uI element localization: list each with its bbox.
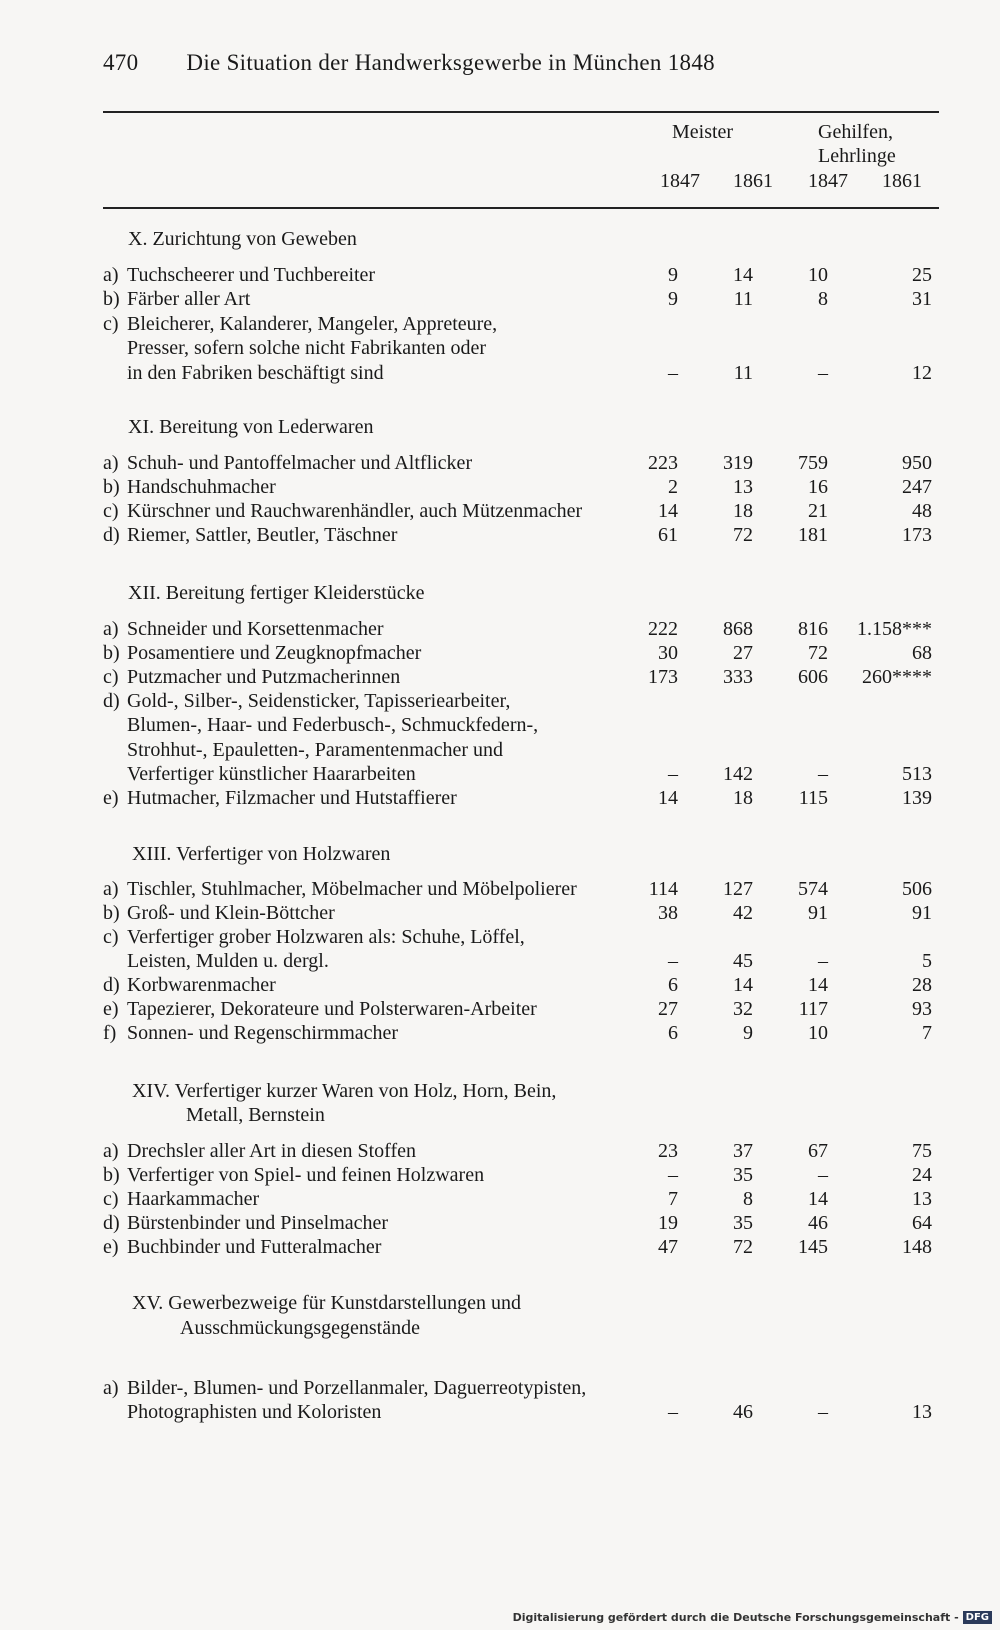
row-label — [103, 642, 421, 665]
table-cell: 173 — [902, 524, 932, 546]
table-cell: – — [818, 1401, 828, 1424]
table-cell: 91 — [912, 902, 932, 924]
row-label — [103, 476, 276, 499]
table-cell: 30 — [658, 642, 678, 664]
table-cell: – — [818, 762, 828, 785]
table-cell: 6 — [668, 1022, 678, 1044]
row-label — [103, 288, 250, 311]
footer-credit — [513, 1611, 992, 1625]
item-letter: d) — [103, 974, 120, 996]
table-cell: 72 — [808, 642, 828, 664]
table-cell: 25 — [912, 264, 932, 286]
row-label — [103, 500, 582, 523]
page-number: 470 — [103, 50, 139, 75]
table-cell: 9 — [668, 288, 678, 310]
item-text: Verfertiger künstlicher Haararbeiten — [127, 762, 416, 785]
section-heading: XII. Bereitung fertiger Kleiderstücke — [128, 582, 425, 604]
item-letter: a) — [103, 618, 119, 640]
table-cell: 21 — [808, 500, 828, 522]
row-label-continued — [127, 739, 503, 762]
row-label — [103, 1188, 259, 1211]
item-text: Korbwarenmacher — [127, 974, 276, 996]
top-rule — [103, 111, 939, 113]
section-heading: XIII. Verfertiger von Holzwaren — [132, 843, 391, 865]
item-text: Blumen-, Haar- und Federbusch-, Schmuckfedern-, — [127, 714, 539, 737]
table-cell: – — [818, 950, 828, 973]
section-heading: XV. Gewerbezweige für Kunstdarstellungen und — [132, 1292, 521, 1314]
item-text: Haarkammacher — [127, 1188, 260, 1210]
table-cell: 14 — [808, 1188, 828, 1210]
row-label-continued — [127, 714, 538, 737]
table-cell: 27 — [733, 642, 753, 664]
table-cell: 606 — [798, 666, 828, 688]
table-cell: 68 — [912, 642, 932, 664]
row-label — [103, 313, 497, 336]
table-cell: 23 — [658, 1140, 678, 1162]
table-cell: 72 — [733, 1236, 753, 1258]
header-rule — [103, 207, 939, 209]
item-text: Bleicherer, Kalanderer, Mangeler, Appreteure, — [127, 313, 498, 335]
table-cell: 816 — [798, 618, 828, 640]
table-cell: 223 — [648, 452, 678, 474]
item-letter: c) — [103, 666, 119, 688]
row-label — [103, 1164, 484, 1187]
table-cell: 14 — [658, 500, 678, 522]
item-letter: d) — [103, 690, 120, 712]
item-letter: f) — [103, 1022, 117, 1044]
table-cell: 24 — [912, 1164, 932, 1186]
item-letter: c) — [103, 313, 119, 335]
item-text: Bilder-, Blumen- und Porzellanmaler, Daguerreotypisten, — [127, 1377, 587, 1399]
item-letter: a) — [103, 264, 119, 286]
section-heading: X. Zurichtung von Geweben — [128, 228, 357, 250]
column-year: 1847 — [660, 170, 700, 192]
table-cell: 139 — [902, 787, 932, 809]
item-letter: c) — [103, 1188, 119, 1210]
table-cell: 13 — [912, 1401, 932, 1424]
item-text: Buchbinder und Futteralmacher — [127, 1236, 382, 1258]
table-cell: 47 — [658, 1236, 678, 1258]
item-text: Strohhut-, Epauletten-, Paramentenmacher und — [127, 738, 503, 761]
item-letter: a) — [103, 1377, 119, 1399]
table-cell: 18 — [733, 787, 753, 809]
table-cell: – — [668, 1401, 678, 1424]
row-label — [103, 666, 400, 689]
table-cell: 868 — [723, 618, 753, 640]
row-label — [103, 1377, 586, 1400]
item-letter: b) — [103, 902, 120, 924]
item-text: Schneider und Korsettenmacher — [127, 618, 384, 640]
table-cell: 91 — [808, 902, 828, 924]
table-cell: 6 — [668, 974, 678, 996]
table-cell: 5 — [922, 950, 932, 973]
item-text: Tischler, Stuhlmacher, Möbelmacher und Möbelpolierer — [127, 878, 577, 900]
table-cell: 18 — [733, 500, 753, 522]
table-cell: 759 — [798, 452, 828, 474]
item-text: Sonnen- und Regenschirmmacher — [127, 1022, 399, 1044]
item-letter: b) — [103, 476, 120, 498]
item-text: Leisten, Mulden u. dergl. — [127, 950, 329, 973]
item-letter: c) — [103, 500, 119, 522]
table-cell: 117 — [798, 998, 828, 1020]
table-cell: 513 — [902, 762, 932, 785]
table-cell: 37 — [733, 1140, 753, 1162]
row-label — [103, 1236, 381, 1259]
row-label-continued — [127, 950, 329, 973]
table-cell: – — [668, 762, 678, 785]
table-cell: 35 — [733, 1212, 753, 1234]
table-cell: 11 — [733, 288, 753, 310]
table-cell: 16 — [808, 476, 828, 498]
item-text: Groß- und Klein-Böttcher — [127, 902, 335, 924]
table-cell: 10 — [808, 1022, 828, 1044]
table-cell: 11 — [733, 361, 753, 384]
item-letter: e) — [103, 787, 119, 809]
column-year: 1847 — [808, 170, 848, 192]
table-cell: 14 — [733, 264, 753, 286]
item-text: Gold-, Silber-, Seidensticker, Tapisseriearbeiter, — [127, 690, 511, 712]
table-cell: 148 — [902, 1236, 932, 1258]
table-cell: 319 — [723, 452, 753, 474]
section-heading: XI. Bereitung von Lederwaren — [128, 416, 374, 438]
table-cell: – — [668, 950, 678, 973]
item-letter: a) — [103, 878, 119, 900]
table-cell: 46 — [808, 1212, 828, 1234]
row-label — [103, 524, 397, 547]
item-text: Presser, sofern solche nicht Fabrikanten oder — [127, 337, 487, 360]
item-letter: d) — [103, 524, 120, 546]
item-text: Posamentiere und Zeugknopfmacher — [127, 642, 422, 664]
item-text: Riemer, Sattler, Beutler, Täschner — [127, 524, 398, 546]
table-cell: 13 — [733, 476, 753, 498]
item-letter: b) — [103, 1164, 120, 1186]
table-cell: 72 — [733, 524, 753, 546]
table-cell: 247 — [902, 476, 932, 498]
row-label — [103, 1022, 398, 1045]
table-cell: 145 — [798, 1236, 828, 1258]
table-cell: 115 — [798, 787, 828, 809]
table-cell: 14 — [658, 787, 678, 809]
item-text: Verfertiger von Spiel- und feinen Holzwaren — [127, 1164, 485, 1186]
row-label-continued — [127, 362, 384, 385]
table-cell: 950 — [902, 452, 932, 474]
footer-text: Digitalisierung gefördert durch die Deutsche Forschungsgemeinschaft - — [512, 1610, 959, 1624]
item-letter: e) — [103, 1236, 119, 1258]
table-cell: 114 — [648, 878, 678, 900]
table-cell: 1.158*** — [857, 618, 932, 640]
item-text: Verfertiger grober Holzwaren als: Schuhe, Löffel, — [127, 926, 525, 948]
item-letter: a) — [103, 452, 119, 474]
row-label-continued — [127, 763, 416, 786]
item-text: Tuchscheerer und Tuchbereiter — [127, 264, 376, 286]
row-label — [103, 902, 335, 925]
table-cell: 222 — [648, 618, 678, 640]
item-letter: d) — [103, 1212, 120, 1234]
table-cell: 142 — [723, 762, 753, 785]
table-cell: 19 — [658, 1212, 678, 1234]
section-heading-continued: Metall, Bernstein — [186, 1104, 325, 1126]
row-label — [103, 452, 472, 475]
row-label — [103, 926, 525, 949]
item-text: Bürstenbinder und Pinselmacher — [127, 1212, 389, 1234]
table-cell: 574 — [798, 878, 828, 900]
row-label — [103, 1212, 388, 1235]
table-cell: 260**** — [862, 666, 932, 688]
table-cell: – — [668, 1164, 678, 1186]
table-cell: 38 — [658, 902, 678, 924]
row-label — [103, 690, 510, 713]
table-cell: 27 — [658, 998, 678, 1020]
item-text: Kürschner und Rauchwarenhändler, auch Mützenmacher — [127, 500, 583, 522]
item-text: Tapezierer, Dekorateure und Polsterwaren-Arbeiter — [127, 998, 537, 1020]
item-text: Putzmacher und Putzmacherinnen — [127, 666, 401, 688]
table-cell: 67 — [808, 1140, 828, 1162]
table-cell: 181 — [798, 524, 828, 546]
table-cell: 7 — [668, 1188, 678, 1210]
column-header-gehilfen: Gehilfen, — [818, 121, 893, 143]
table-cell: 14 — [808, 974, 828, 996]
table-cell: 28 — [912, 974, 932, 996]
table-cell: 506 — [902, 878, 932, 900]
table-cell: – — [818, 1164, 828, 1186]
item-text: Photographisten und Koloristen — [127, 1401, 382, 1424]
table-cell: – — [668, 361, 678, 384]
dfg-logo: DFG — [963, 1611, 992, 1624]
table-cell: 7 — [922, 1022, 932, 1044]
table-cell: 61 — [658, 524, 678, 546]
table-cell: 9 — [668, 264, 678, 286]
table-cell: 333 — [723, 666, 753, 688]
table-cell: 75 — [912, 1140, 932, 1162]
item-text: Handschuhmacher — [127, 476, 276, 498]
table-cell: 48 — [912, 500, 932, 522]
item-text: Färber aller Art — [127, 288, 251, 310]
table-cell: 8 — [743, 1188, 753, 1210]
item-letter: c) — [103, 926, 119, 948]
row-label — [103, 1140, 416, 1163]
item-text: Drechsler aller Art in diesen Stoffen — [127, 1140, 416, 1162]
table-cell: 8 — [818, 288, 828, 310]
column-header-lehrlinge: Lehrlinge — [818, 145, 896, 167]
table-cell: 12 — [912, 361, 932, 384]
page-title: Die Situation der Handwerksgewerbe in München 1848 — [186, 50, 715, 75]
table-cell: – — [818, 361, 828, 384]
row-label — [103, 618, 384, 641]
row-label-continued — [127, 1401, 381, 1424]
table-cell: 10 — [808, 264, 828, 286]
table-cell: 32 — [733, 998, 753, 1020]
table-cell: 46 — [733, 1401, 753, 1424]
table-cell: 127 — [723, 878, 753, 900]
column-header-meister: Meister — [672, 121, 734, 143]
row-label — [103, 998, 537, 1021]
row-label — [103, 787, 457, 810]
row-label — [103, 878, 577, 901]
table-cell: 2 — [668, 476, 678, 498]
table-cell: 42 — [733, 902, 753, 924]
table-cell: 45 — [733, 950, 753, 973]
table-cell: 173 — [648, 666, 678, 688]
table-cell: 64 — [912, 1212, 932, 1234]
table-cell: 13 — [912, 1188, 932, 1210]
table-cell: 35 — [733, 1164, 753, 1186]
table-cell: 93 — [912, 998, 932, 1020]
item-text: in den Fabriken beschäftigt sind — [127, 361, 384, 384]
column-year: 1861 — [733, 170, 773, 192]
item-letter: b) — [103, 642, 120, 664]
row-label — [103, 974, 276, 997]
section-heading: XIV. Verfertiger kurzer Waren von Holz, Horn, Bein, — [132, 1080, 557, 1102]
item-letter: e) — [103, 998, 119, 1020]
column-year: 1861 — [882, 170, 922, 192]
running-head — [103, 50, 715, 76]
table-cell: 31 — [912, 288, 932, 310]
row-label-continued — [127, 337, 486, 360]
item-text: Hutmacher, Filzmacher und Hutstaffierer — [127, 787, 457, 809]
item-letter: a) — [103, 1140, 119, 1162]
table-cell: 14 — [733, 974, 753, 996]
item-text: Schuh- und Pantoffelmacher und Altflicker — [127, 452, 473, 474]
item-letter: b) — [103, 288, 120, 310]
table-cell: 9 — [743, 1022, 753, 1044]
section-heading-continued: Ausschmückungsgegenstände — [180, 1317, 420, 1339]
row-label — [103, 264, 375, 287]
